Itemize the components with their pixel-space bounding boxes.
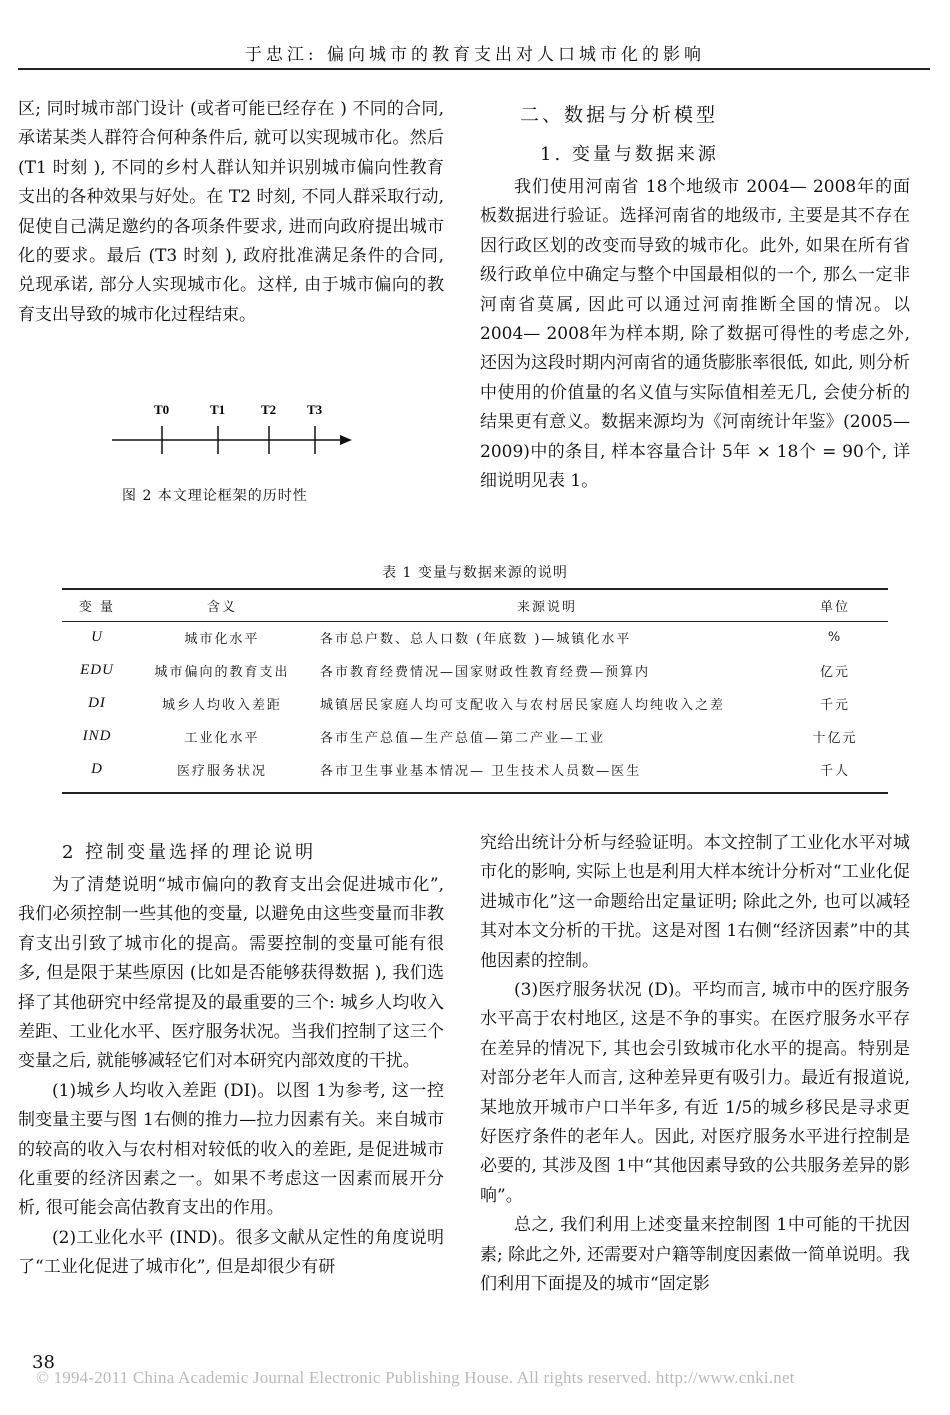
table-row — [62, 687, 888, 720]
timeline-arrowhead — [340, 435, 352, 445]
variable-symbol: U — [91, 629, 103, 645]
variable-source: 城镇居民家庭人均可支配收入与农村居民家庭人均纯收入之差 — [320, 698, 726, 713]
variable-meaning: 城市偏向的教育支出 — [154, 665, 290, 680]
variable-unit: 亿元 — [819, 665, 850, 680]
variable-symbol: DI — [88, 695, 106, 711]
table-row — [62, 753, 888, 786]
variable-meaning: 工业化水平 — [184, 731, 260, 746]
variable-unit: 十亿元 — [812, 731, 858, 746]
tick-label-t3: T3 — [307, 402, 323, 417]
column-header: 含义 — [206, 600, 237, 615]
subsection-title-2: 2 控制变量选择的理论说明 — [62, 842, 317, 863]
page-number: 38 — [32, 1352, 55, 1373]
figure-2-caption: 图 2 本文理论框架的历时性 — [122, 488, 308, 504]
tick-label-t0: T0 — [154, 402, 170, 417]
variable-unit: % — [827, 630, 843, 645]
copyright-footer: © 1994-2011 China Academic Journal Electronic Publishing House. All rights reserved. http://www.cnki.net — [36, 1368, 795, 1387]
paragraph: 为了清楚说明“城市偏向的教育支出会促进城市化”, 我们必须控制一些其他的变量, 以避免由这些变量而非教育支出引致了城市化的提高。需要控制的变量可能有很多, 但是限于某些原因 (比如是否能够获得数据 ), 我们选择了其他研究中经常提及的最重要的三个: 城乡人均收入差距、工业化水平、医疗服务状况。当我们控制了这三个变量之后, 就能够减轻它们对本研究内部效度的干扰。 — [18, 875, 444, 1072]
paragraph: 总之, 我们利用上述变量来控制图 1中可能的干扰因素; 除此之外, 还需要对户籍等制度因素做一简单说明。我们利用下面提及的城市“固定影 — [480, 1215, 910, 1295]
paragraph: 我们使用河南省 18个地级市 2004— 2008年的面板数据进行验证。选择河南省的地级市, 主要是其不存在因行政区划的改变而导致的城市化。此外, 如果在所有省级行政单位中确定与整个中国最相似的一个, 那么一定非河南省莫属, 因此可以通过河南推断全国的情况。以 2004— 2008年为样本期, 除了数据可得性的考虑之外, 还因为这段时期内河南省的通货膨胀率很低, 如此, 则分析中使用的价值量的名义值与实际值相差无几, 会使分析的结果更有意义。数据来源均为《河南统计年鉴》(2005— 2009)中的条目, 样本容量合计 5年 × 18个 = 90个, 详细说明见表 1。 — [480, 177, 910, 492]
left-bottom-text — [18, 871, 444, 1283]
table-1 — [62, 590, 888, 786]
variable-source: 各市生产总值—生产总值—第二产业—工业 — [320, 731, 606, 746]
tick-label-t1: T1 — [210, 402, 226, 417]
column-header: 来源说明 — [516, 600, 577, 615]
running-header: 于忠江: 偏向城市的教育支出对人口城市化的影响 — [244, 45, 706, 65]
variable-source: 各市卫生事业基本情况— 卫生技术人员数—医生 — [320, 764, 642, 779]
section-title: 二、数据与分析模型 — [520, 104, 719, 126]
variable-unit: 千元 — [819, 698, 850, 713]
left-top-text — [18, 95, 444, 330]
variable-symbol: IND — [82, 728, 112, 744]
variable-unit: 千人 — [819, 764, 850, 779]
right-top-text — [480, 173, 910, 496]
timeline-diagram — [108, 395, 358, 465]
right-bottom-text — [480, 829, 910, 1300]
column-header: 单位 — [819, 600, 850, 615]
column-header: 变 量 — [78, 600, 116, 615]
table-header-row — [62, 590, 888, 621]
table-row — [62, 720, 888, 753]
variable-symbol: D — [91, 761, 103, 777]
paragraph: (2)工业化水平 (IND)。很多文献从定性的角度说明了“工业化促进了城市化”, 但是却很少有研 — [18, 1227, 444, 1278]
variable-meaning: 城市化水平 — [184, 632, 260, 647]
variable-meaning: 医疗服务状况 — [176, 764, 267, 779]
paragraph: 区; 同时城市部门设计 (或者可能已经存在 ) 不同的合同, 承诺某类人群符合何种条件后, 就可以实现城市化。然后 (T1 时刻 ), 不同的乡村人群认知并识别城市偏向性教育支出的各种效果与好处。在 T2 时刻, 不同人群采取行动, 促使自己满足邀约的各项条件要求, 进而向政府提出城市化的要求。最后 (T3 时刻 ), 政府批准满足条件的合同, 兑现承诺, 部分人实现城市化。这样, 由于城市偏向的教育支出导致的城市化过程结束。 — [18, 99, 444, 325]
variable-symbol: EDU — [80, 662, 114, 678]
table-row — [62, 654, 888, 687]
paragraph: (1)城乡人均收入差距 (DI)。以图 1为参考, 这一控制变量主要与图 1右侧的推力—拉力因素有关。来自城市的较高的收入与农村相对较低的收入的差距, 是促进城市化重要的经济因素之一。如果不考虑这一因素而展开分析, 很可能会高估教育支出的作用。 — [18, 1080, 444, 1219]
header-rule — [18, 68, 930, 70]
tick-label-t2: T2 — [261, 402, 277, 417]
paragraph: (3)医疗服务状况 (D)。平均而言, 城市中的医疗服务水平高于农村地区, 这是不争的事实。在医疗服务水平存在差异的情况下, 其也会引致城市化水平的提高。特别是对部分老年人而言, 这种差异更有吸引力。最近有报道说, 某地放开城市户口半年多, 有近 1/5的城乡移民是寻求更好医疗条件的老年人。因此, 对医疗服务水平进行控制是必要的, 其涉及图 1中“其他因素导致的公共服务差异的影响”。 — [480, 980, 910, 1206]
paragraph: 究给出统计分析与经验证明。本文控制了工业化水平对城市化的影响, 实际上也是利用大样本统计分析对“工业化促进城市化”这一命题给出定量证明; 除此之外, 也可以减轻其对本文分析的干扰。这是对图 1右侧“经济因素”中的其他因素的控制。 — [480, 833, 910, 971]
variable-source: 各市教育经费情况—国家财政性教育经费—预算内 — [320, 665, 651, 680]
table-1-caption: 表 1 变量与数据来源的说明 — [382, 565, 568, 581]
variable-source: 各市总户数、总人口数 (年底数 )—城镇化水平 — [320, 632, 632, 647]
table-row — [62, 621, 888, 654]
variable-meaning: 城乡人均收入差距 — [161, 698, 282, 713]
figure-2 — [108, 395, 358, 465]
table-bottom-rule — [62, 792, 888, 794]
subsection-title-1: 1. 变量与数据来源 — [540, 144, 719, 165]
